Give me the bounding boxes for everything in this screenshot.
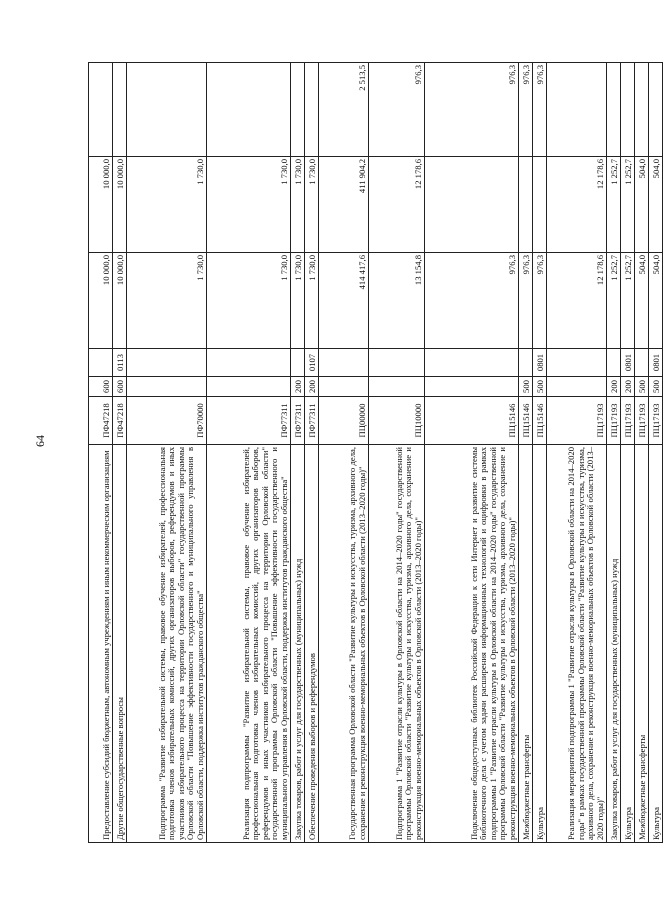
row-expense-type: 200 (621, 377, 635, 397)
row-expense-type: 500 (533, 377, 547, 397)
row-target-code: ПЦ15146 (519, 397, 533, 445)
row-target-code: ПЦ10000 (369, 397, 425, 445)
budget-table-body (89, 63, 663, 843)
row-sum-total: 10 000,0 (89, 253, 113, 349)
row-name: Подпрограмма "Развитие избирательной системы, правовое обучение избирателей, профессиональная подготовка членов избирательных комиссий, других организаторов выборов, референдумов и иных участников избирательного процесса на территории Орловской области" государственной программы Орловской области "Повышение эффективности государственного и муниципального управления в Орловской области, поддержка институтов гражданского общества" (127, 445, 207, 843)
table-row (533, 63, 547, 843)
row-sum-regional (533, 157, 547, 253)
row-sum-federal: 976,3 (519, 63, 533, 157)
row-section-code (207, 349, 291, 377)
page-number: 64 (33, 435, 47, 447)
row-sum-total: 1 730,0 (291, 253, 305, 349)
row-sum-total: 504,0 (649, 253, 663, 349)
row-target-code: ПЦ17193 (635, 397, 649, 445)
table-row (89, 63, 113, 843)
table-row (291, 63, 305, 843)
row-name: Обеспечение проведения выборов и референдумов (305, 445, 319, 843)
table-row (207, 63, 291, 843)
table-row (319, 63, 369, 843)
row-sum-regional (425, 157, 519, 253)
row-section-code (425, 349, 519, 377)
row-expense-type (207, 377, 291, 397)
row-sum-total: 10 000,0 (113, 253, 127, 349)
row-sum-regional: 12 178,6 (369, 157, 425, 253)
row-section-code: 0113 (113, 349, 127, 377)
row-name: Государственная программа Орловской области "Развитие культуры и искусства, туризма, архивного дела, сохранение и реконструкция военно-мемориальных объектов в Орловской области (2013–2020 годы)" (319, 445, 369, 843)
row-sum-total: 504,0 (635, 253, 649, 349)
row-sum-total: 13 154,8 (369, 253, 425, 349)
row-sum-federal (291, 63, 305, 157)
row-sum-regional: 1 730,0 (127, 157, 207, 253)
table-row (649, 63, 663, 843)
row-section-code (89, 349, 113, 377)
row-target-code: ПЦ15146 (425, 397, 519, 445)
row-expense-type: 500 (649, 377, 663, 397)
table-row (127, 63, 207, 843)
row-target-code: ПФ77311 (291, 397, 305, 445)
row-name: Культура (621, 445, 635, 843)
row-name: Подпрограмма 1 "Развитие отрасли культуры в Орловской области на 2014–2020 годы" государственной программы Орловской области "Развитие культуры и искусства, туризма, архивного дела, сохранение и реконструкция военно-мемориальных объектов в Орловской области (2013–2020 годы)" (369, 445, 425, 843)
row-sum-total: 1 252,7 (621, 253, 635, 349)
row-sum-federal (635, 63, 649, 157)
row-sum-federal: 976,3 (369, 63, 425, 157)
row-name: Культура (533, 445, 547, 843)
table-row (621, 63, 635, 843)
row-section-code (291, 349, 305, 377)
row-sum-total: 1 730,0 (127, 253, 207, 349)
row-expense-type (319, 377, 369, 397)
row-sum-federal (207, 63, 291, 157)
row-sum-regional: 10 000,0 (89, 157, 113, 253)
row-target-code: ПЦ15146 (533, 397, 547, 445)
row-name: Предоставление субсидий бюджетным, автономным учреждениям и иным некоммерческим организациям (89, 445, 113, 843)
row-target-code: ПФ47218 (113, 397, 127, 445)
row-sum-total: 976,3 (533, 253, 547, 349)
row-target-code: ПФ47218 (89, 397, 113, 445)
row-expense-type (547, 377, 607, 397)
row-name: Закупка товаров, работ и услуг для государственных (муниципальных) нужд (607, 445, 621, 843)
row-name: Подключение общедоступных библиотек Российской Федерации к сети Интернет и развитие системы библиотечного дела с учетом задачи расширения информационных технологий и оцифровки в рамках подпрограммы 1 "Развитие отрасли культуры в Орловской области на 2014–2020 годы" государственной программы Орловской области "Развитие культуры и искусства, туризма, архивного дела, сохранение и реконструкция военно-мемориальных объектов в Орловской области (2013–2020 годы)" (425, 445, 519, 843)
row-sum-total: 414 417,6 (319, 253, 369, 349)
row-section-code: 0801 (621, 349, 635, 377)
table-row (305, 63, 319, 843)
row-section-code (127, 349, 207, 377)
row-sum-federal (607, 63, 621, 157)
row-sum-regional: 504,0 (635, 157, 649, 253)
row-expense-type (425, 377, 519, 397)
row-name: Реализация подпрограммы "Развитие избирательной системы, правовое обучение избирателей, профессиональная подготовка членов избирательных комиссий, других организаторов выборов, референдумов и иных участников избирательного процесса на территории Орловской области" государственной программы Орловской области "Повышение эффективности государственного и муниципального управления в Орловской области, поддержка институтов гражданского общества" (207, 445, 291, 843)
row-name: Культура (649, 445, 663, 843)
row-expense-type: 200 (607, 377, 621, 397)
row-sum-regional: 1 252,7 (607, 157, 621, 253)
row-section-code (369, 349, 425, 377)
row-expense-type: 600 (113, 377, 127, 397)
row-sum-regional: 1 730,0 (305, 157, 319, 253)
row-expense-type: 200 (291, 377, 305, 397)
row-sum-regional: 504,0 (649, 157, 663, 253)
row-sum-federal (621, 63, 635, 157)
row-target-code: ПЦ17193 (649, 397, 663, 445)
table-row (635, 63, 649, 843)
row-sum-regional: 1 730,0 (291, 157, 305, 253)
row-section-code (607, 349, 621, 377)
row-sum-federal (649, 63, 663, 157)
row-sum-federal: 976,3 (425, 63, 519, 157)
row-section-code (547, 349, 607, 377)
table-row (519, 63, 533, 843)
row-sum-total: 976,3 (425, 253, 519, 349)
table-row (425, 63, 519, 843)
row-sum-federal (113, 63, 127, 157)
table-row (113, 63, 127, 843)
row-expense-type: 200 (305, 377, 319, 397)
row-expense-type (369, 377, 425, 397)
row-section-code: 0801 (649, 349, 663, 377)
row-section-code (635, 349, 649, 377)
row-name: Другие общегосударственные вопросы (113, 445, 127, 843)
table-row (607, 63, 621, 843)
row-section-code: 0801 (533, 349, 547, 377)
row-sum-federal (305, 63, 319, 157)
row-sum-federal: 2 513,5 (319, 63, 369, 157)
row-sum-total: 1 252,7 (607, 253, 621, 349)
row-sum-total: 976,3 (519, 253, 533, 349)
row-sum-regional: 10 000,0 (113, 157, 127, 253)
budget-table (88, 62, 663, 843)
row-sum-federal (89, 63, 113, 157)
table-row (547, 63, 607, 843)
row-sum-regional (519, 157, 533, 253)
row-target-code: ПФ77311 (305, 397, 319, 445)
row-sum-total: 1 730,0 (207, 253, 291, 349)
row-expense-type: 500 (519, 377, 533, 397)
row-target-code: ПЦ17193 (547, 397, 607, 445)
row-sum-regional: 411 904,2 (319, 157, 369, 253)
row-target-code: ПФ77311 (207, 397, 291, 445)
row-name: Реализация мероприятий подпрограммы 1 "Развитие отрасли культуры в Орловской области на 2014–2020 годы" в рамках государственной программы Орловской области "Развитие культуры и искусства, туризма, архивного дела, сохранение и реконструкция военно-мемориальных объектов в Орловской области (2013–2020 годы)" (547, 445, 607, 843)
row-sum-regional: 12 178,6 (547, 157, 607, 253)
row-section-code (519, 349, 533, 377)
row-section-code (319, 349, 369, 377)
row-sum-regional: 1 252,7 (621, 157, 635, 253)
row-section-code: 0107 (305, 349, 319, 377)
row-target-code: ПФ70000 (127, 397, 207, 445)
row-sum-regional: 1 730,0 (207, 157, 291, 253)
row-sum-total: 12 178,6 (547, 253, 607, 349)
table-row (369, 63, 425, 843)
row-name: Межбюджетные трансферты (635, 445, 649, 843)
row-sum-total: 1 730,0 (305, 253, 319, 349)
row-target-code: ПЦ17193 (607, 397, 621, 445)
row-expense-type (127, 377, 207, 397)
row-sum-federal: 976,3 (533, 63, 547, 157)
row-sum-federal (547, 63, 607, 157)
row-name: Межбюджетные трансферты (519, 445, 533, 843)
row-target-code: ПЦ17193 (621, 397, 635, 445)
row-name: Закупка товаров, работ и услуг для государственных (муниципальных) нужд (291, 445, 305, 843)
rotated-table-container (88, 63, 661, 843)
row-target-code: ПЦ00000 (319, 397, 369, 445)
row-sum-federal (127, 63, 207, 157)
row-expense-type: 500 (635, 377, 649, 397)
row-expense-type: 600 (89, 377, 113, 397)
